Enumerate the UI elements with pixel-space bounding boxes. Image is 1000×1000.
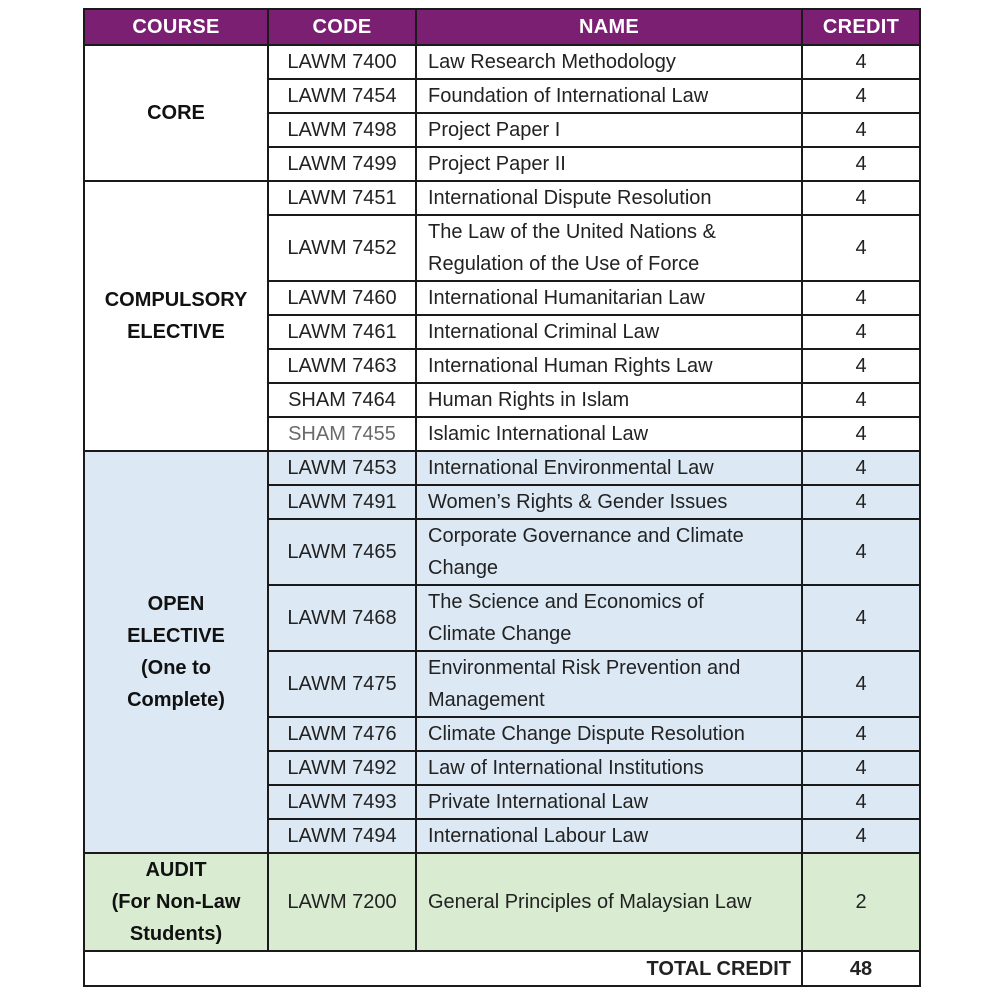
course-credit: 4 <box>802 651 920 717</box>
group-compulsory-line: COMPULSORY <box>104 289 248 311</box>
course-credit: 4 <box>802 417 920 451</box>
course-name-line: Environmental Risk Prevention and <box>428 657 741 679</box>
group-open-line: (One to <box>141 657 211 679</box>
course-name: Project Paper II <box>416 147 802 181</box>
course-code: LAWM 7475 <box>268 651 416 717</box>
group-open-label <box>84 451 268 853</box>
course-code: LAWM 7461 <box>268 315 416 349</box>
course-name: Human Rights in Islam <box>416 383 802 417</box>
course-credit: 4 <box>802 485 920 519</box>
course-name: Project Paper I <box>416 113 802 147</box>
course-name: Women’s Rights & Gender Issues <box>416 485 802 519</box>
header-name: NAME <box>416 9 802 45</box>
course-code: LAWM 7453 <box>268 451 416 485</box>
group-audit-line: (For Non-Law <box>111 891 241 913</box>
course-name: Islamic International Law <box>416 417 802 451</box>
course-name <box>416 519 802 585</box>
group-compulsory-label <box>84 181 268 451</box>
course-credit: 2 <box>802 853 920 951</box>
table-header-row <box>84 9 920 45</box>
course-code: LAWM 7400 <box>268 45 416 79</box>
course-name-line: The Science and Economics of <box>428 591 704 613</box>
course-name: International Labour Law <box>416 819 802 853</box>
group-open-line: Complete) <box>127 689 225 711</box>
group-open-line: ELECTIVE <box>127 625 225 647</box>
course-code: LAWM 7498 <box>268 113 416 147</box>
course-code: LAWM 7468 <box>268 585 416 651</box>
course-credit: 4 <box>802 717 920 751</box>
course-name: International Humanitarian Law <box>416 281 802 315</box>
group-audit-line: AUDIT <box>145 859 207 881</box>
course-credit: 4 <box>802 281 920 315</box>
course-name: International Human Rights Law <box>416 349 802 383</box>
header-course: COURSE <box>84 9 268 45</box>
course-name-line: Change <box>428 557 499 579</box>
course-credit: 4 <box>802 751 920 785</box>
course-code: LAWM 7491 <box>268 485 416 519</box>
course-code: LAWM 7452 <box>268 215 416 281</box>
total-credit-label: TOTAL CREDIT <box>84 951 802 986</box>
course-code: LAWM 7465 <box>268 519 416 585</box>
table-row <box>84 451 920 485</box>
course-code: LAWM 7492 <box>268 751 416 785</box>
group-audit-label <box>84 853 268 951</box>
course-credit: 4 <box>802 147 920 181</box>
course-code: SHAM 7464 <box>268 383 416 417</box>
course-name: Climate Change Dispute Resolution <box>416 717 802 751</box>
course-credit: 4 <box>802 451 920 485</box>
course-structure-table <box>83 8 921 987</box>
course-code: LAWM 7476 <box>268 717 416 751</box>
course-name-line: Management <box>428 689 545 711</box>
course-name: International Criminal Law <box>416 315 802 349</box>
course-code: LAWM 7454 <box>268 79 416 113</box>
course-code: LAWM 7499 <box>268 147 416 181</box>
course-name: Law of International Institutions <box>416 751 802 785</box>
course-code: SHAM 7455 <box>268 417 416 451</box>
total-row <box>84 951 920 986</box>
total-credit-value: 48 <box>802 951 920 986</box>
group-core-label <box>84 45 268 181</box>
course-name <box>416 651 802 717</box>
course-credit: 4 <box>802 785 920 819</box>
group-open-line: OPEN <box>147 593 205 615</box>
course-credit: 4 <box>802 113 920 147</box>
course-code: LAWM 7463 <box>268 349 416 383</box>
course-name-line: Climate Change <box>428 623 572 645</box>
course-name: Law Research Methodology <box>416 45 802 79</box>
course-credit: 4 <box>802 215 920 281</box>
group-compulsory-line: ELECTIVE <box>127 321 225 343</box>
course-credit: 4 <box>802 79 920 113</box>
header-credit: CREDIT <box>802 9 920 45</box>
course-credit: 4 <box>802 45 920 79</box>
course-name: International Environmental Law <box>416 451 802 485</box>
course-code: LAWM 7494 <box>268 819 416 853</box>
course-credit: 4 <box>802 585 920 651</box>
course-credit: 4 <box>802 181 920 215</box>
table-row <box>84 45 920 79</box>
course-name <box>416 585 802 651</box>
course-credit: 4 <box>802 383 920 417</box>
course-name-line: Corporate Governance and Climate <box>428 525 744 547</box>
table-row <box>84 181 920 215</box>
group-audit-line: Students) <box>129 923 223 945</box>
course-name: General Principles of Malaysian Law <box>416 853 802 951</box>
course-name-line: Regulation of the Use of Force <box>428 253 700 275</box>
course-name-line: The Law of the United Nations & <box>428 221 716 243</box>
header-code: CODE <box>268 9 416 45</box>
course-code: LAWM 7200 <box>268 853 416 951</box>
course-name: International Dispute Resolution <box>416 181 802 215</box>
course-credit: 4 <box>802 819 920 853</box>
course-code: LAWM 7493 <box>268 785 416 819</box>
course-code: LAWM 7451 <box>268 181 416 215</box>
course-name <box>416 215 802 281</box>
course-code: LAWM 7460 <box>268 281 416 315</box>
course-credit: 4 <box>802 349 920 383</box>
table-row <box>84 853 920 951</box>
course-credit: 4 <box>802 315 920 349</box>
group-core-text: CORE <box>147 102 205 124</box>
course-name: Foundation of International Law <box>416 79 802 113</box>
course-credit: 4 <box>802 519 920 585</box>
course-name: Private International Law <box>416 785 802 819</box>
